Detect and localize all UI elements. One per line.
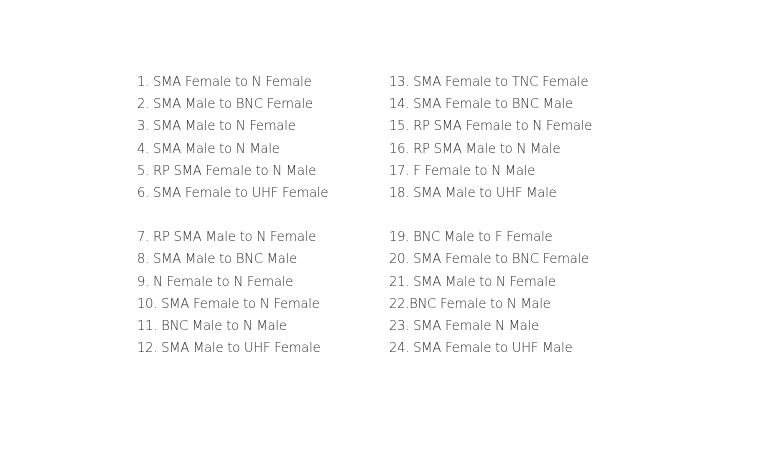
right-column (389, 72, 719, 360)
list-item: 21. SMA Male to N Female (389, 274, 556, 290)
list-item: 8. SMA Male to BNC Male (137, 252, 297, 268)
list-item: 6. SMA Female to UHF Female (137, 185, 329, 201)
list-item: 9. N Female to N Female (137, 274, 294, 290)
list-item: 14. SMA Female to BNC Male (389, 97, 573, 113)
list-item: 24. SMA Female to UHF Male (389, 341, 573, 357)
list-item: 5. RP SMA Female to N Male (137, 163, 317, 179)
list-item: 22.BNC Female to N Male (389, 296, 551, 312)
list-item: 20. SMA Female to BNC Female (389, 252, 589, 268)
list-item: 2. SMA Male to BNC Female (137, 97, 313, 113)
list-item: 7. RP SMA Male to N Female (137, 230, 317, 246)
right-group-1 (389, 72, 719, 205)
list-item: 13. SMA Female to TNC Female (389, 75, 589, 90)
list-item: 18. SMA Male to UHF Male (389, 185, 557, 201)
list-item: 17. F Female to N Male (389, 163, 536, 179)
list-item: 23. SMA Female N Male (389, 318, 539, 334)
list-item: 10. SMA Female to N Female (137, 296, 320, 312)
list-item: 1. SMA Female to N Female (137, 75, 312, 90)
list-item: 11. BNC Male to N Male (137, 318, 287, 334)
list-item: 19. BNC Male to F Female (389, 230, 553, 246)
list-item: 15. RP SMA Female to N Female (389, 119, 593, 135)
right-group-2 (389, 227, 719, 360)
list-item: 4. SMA Male to N Male (137, 141, 280, 157)
list-item: 12. SMA Male to UHF Female (137, 341, 321, 357)
list-item: 3. SMA Male to N Female (137, 119, 296, 135)
list-item: 16. RP SMA Male to N Male (389, 141, 561, 157)
